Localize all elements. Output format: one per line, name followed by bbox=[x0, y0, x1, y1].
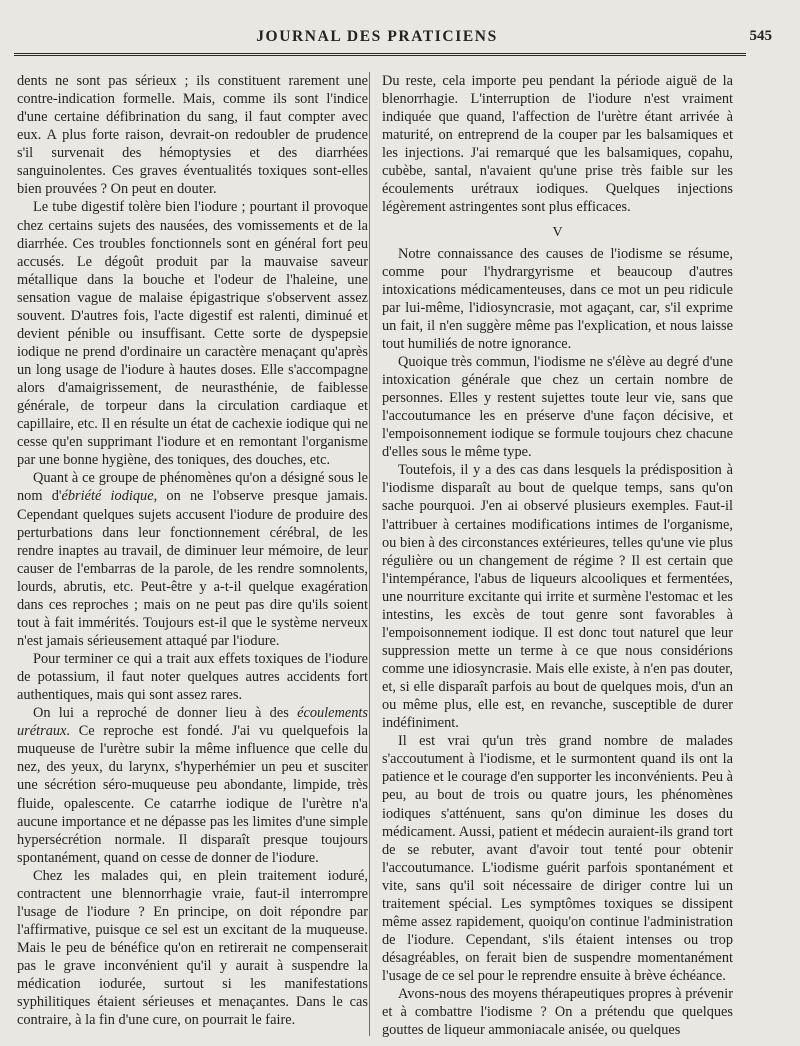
paragraph: Notre connaissance des causes de l'iodisme se résume, comme pour l'hydrargyrisme et beaucoup d'autres intoxications médicamenteuses, dans ce mot un peu ridicule par lui-même, l'idiosyncrasie, mot agaçant, car, s'il exprime un fait, il n'en suggère même pas l'explication, et nous laisse tout humiliés de notre ignorance. bbox=[382, 245, 733, 352]
paragraph bbox=[17, 469, 368, 650]
paragraph: Pour terminer ce qui a trait aux effets toxiques de l'iodure de potassium, il faut noter quelques autres accidents fort authentiques, mais qui sont assez rares. bbox=[17, 651, 368, 704]
italic-term: écoulements urétraux bbox=[17, 705, 368, 740]
italic-term: ébriété iodique bbox=[61, 488, 154, 505]
journal-title: JOURNAL DES PRATICIENS bbox=[256, 28, 498, 45]
section-heading: V bbox=[552, 224, 563, 240]
text-run: , on ne l'observe presque jamais. Cependant quelques sujets accusent l'iodure de produire des perturbations dans leur fonctionnement cérébral, de les rendre inaptes au travail, de diminuer leur mémoire, de leur causer de l'embarras de la parole, de les rendre somnolents, lourds, abrutis, etc. Peut-être y a-t-il quelque exagération dans ces reproches ; mais on ne peut pas dire qu'ils soient tout à fait immérités. Toujours est-il que le système nerveux n'est jamais sérieusement attaqué par l'iodure. bbox=[17, 488, 369, 649]
text-run: . Ce reproche est fondé. J'ai vu quelquefois la muqueuse de l'urètre subir la même influence que celle du nez, des yeux, du larynx, s'hyperhémier un peu et susciter une sécrétion séro-muqueuse peu abondante, limpide, très fluide, opalescente. Ce catarrhe iodique de l'urètre n'a aucune importance et ne dépasse pas les limites d'une simple hypersécrétion normale. Il disparaît presque toujours spontanément, quand on cesse de donner de l'iodure. bbox=[17, 723, 368, 866]
paragraph: dents ne sont pas sérieux ; ils constituent rarement une contre-indication formelle. Mais, comme ils sont l'indice d'une certaine défibrination du sang, il faut compter avec eux. A plus forte raison, devrait-on redoubler de prudence s'il survenait des hémoptysies et des diarrhées sanguinolentes. Ces graves éventualités toxiques sont-elles bien prouvées ? On peut en douter. bbox=[17, 73, 368, 198]
right-column bbox=[382, 72, 733, 1039]
paragraph: Avons-nous des moyens thérapeutiques propres à prévenir et à combattre l'iodisme ? On a prétendu que quelques gouttes de liqueur ammoniacale anisée, ou quelques bbox=[382, 986, 733, 1039]
paragraph: Chez les malades qui, en plein traitement ioduré, contractent une blennorrhagie vraie, faut-il interrompre l'usage de l'iodure ? En principe, on doit répondre par l'affirmative, puisque ce sel est un excitant de la muqueuse. Mais le peu de bénéfice qu'on en retirerait ne compenserait pas le grave inconvénient qu'il y aurait à suspendre la médication iodurée, surtout si les manifestations syphilitiques étaient sérieuses et menaçantes. Dans le cas contraire, à la fin d'une cure, on pourrait le faire. bbox=[17, 867, 368, 1029]
paragraph: Du reste, cela importe peu pendant la période aiguë de la blenorrhagie. L'interruption de l'iodure n'est vraiment indiquée que quand, l'affection de l'urètre étant arrivée à maturité, on entreprend de la couper par les balsamiques et les injections. J'ai remarqué que les balsamiques, copahu, cubèbe, santal, n'avaient qu'une prise très faible sur les écoulements urétraux iodiques. Quelques injections légèrement astringentes sont plus efficaces. bbox=[382, 73, 733, 216]
left-column bbox=[17, 72, 368, 1029]
text-run: On lui a reproché de donner lieu à des bbox=[33, 705, 298, 722]
page-number: 545 bbox=[749, 28, 772, 44]
paragraph: Le tube digestif tolère bien l'iodure ; pourtant il provoque chez certains sujets des nausées, des vomissements et de la diarrhée. Ces troubles fonctionnels sont en général fort peu accusés. Le dégoût produit par la mauvaise saveur métallique dans la bouche et l'odeur de l'haleine, une sensation vague de malaise épigastrique s'observent assez souvent. D'autres fois, l'acte digestif est ralenti, diminué et devient pénible ou insuffisant. Cette sorte de dyspepsie iodique ne prend d'ordinaire un caractère menaçant qu'après un long usage de l'iodure à hautes doses. Elle s'accompagne alors d'amaigrissement, de neurasthénie, de faiblesse générale, de torpeur dans la circulation cardiaque et capillaire, etc. Il en résulte un état de cachexie iodique qui ne cesse qu'en supprimant l'iodure et en remontant l'organisme par une bonne hygiène, des toniques, des douches, etc. bbox=[17, 199, 368, 469]
paragraph bbox=[17, 704, 368, 867]
header-rule bbox=[14, 53, 746, 56]
column-divider bbox=[369, 72, 370, 1036]
paragraph: Toutefois, il y a des cas dans lesquels la prédisposition à l'iodisme disparaît au bout de quelque temps, sans qu'on sache pourquoi. J'en ai observé plusieurs exemples. Faut-il l'attribuer à certaines modifications intimes de l'organisme, ou bien à des circonstances extérieures, telles qu'une vie plus régulière ou un changement de régime ? Il est certain que l'intempérance, l'abus de liqueurs alcooliques et fermentées, une nourriture excitante qui irrite et surmène l'estomac et les intestins, les excès de tout genre sont favorables à l'empoisonnement iodique. Il est donc tout naturel que leur suppression mette un terme à ce que nous considérions comme une idiosyncrasie. Mais elle existe, à n'en pas douter, et, si elle disparaît parfois au bout de quelques mois, d'un an ou même plus, elle est, en revanche, susceptible de durer indéfiniment. bbox=[382, 462, 733, 732]
paragraph: Quoique très commun, l'iodisme ne s'élève au degré d'une intoxication générale que chez un certain nombre de personnes. Elles y restent sujettes toute leur vie, sans que l'accoutumance les en préserve d'une façon décisive, et l'empoisonnement iodique se formule toujours chez chacune d'elles sous le même type. bbox=[382, 353, 733, 461]
text-run: Quant à ce groupe de phénomènes qu'on a désigné sous le nom d' bbox=[17, 470, 368, 505]
running-header bbox=[14, 28, 772, 50]
paragraph: Il est vrai qu'un très grand nombre de malades s'accoutument à l'iodisme, et le surmontent quand ils ont la patience et le courage d'en supporter les inconvénients. Peu à peu, au bout de trois ou quatre jours, les phénomènes iodiques s'atténuent, sans qu'on diminue les doses du médicament. Aussi, patient et médecin auraient-ils grand tort de se rebuter, avant d'avoir tout tenté pour obtenir l'accoutumance. L'iodisme guérit parfois spontanément et vite, sans qu'il soit nécessaire de diriger contre lui un traitement spécial. Les symptômes toxiques se dissipent même assez rapidement, quoiqu'on continue l'administration de l'iodure. Cependant, s'ils étaient intenses ou trop désagréables, on ferait bien de suspendre momentanément l'usage de ce sel pour le reprendre ensuite à brève échéance. bbox=[382, 733, 733, 985]
